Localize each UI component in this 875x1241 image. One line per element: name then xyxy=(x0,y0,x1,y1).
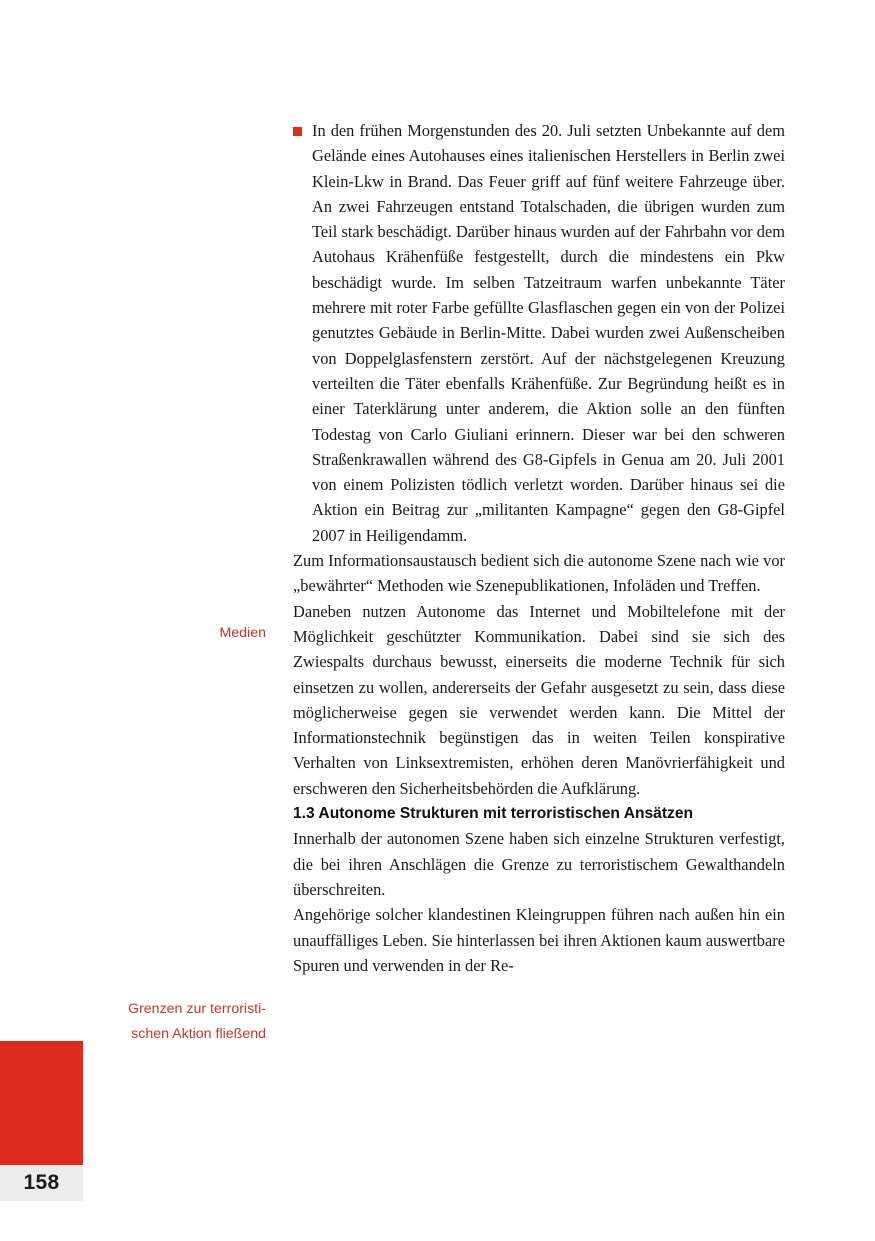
bullet-paragraph-text: In den frühen Morgenstunden des 20. Juli setzten Unbekannte auf dem Gelände eines Autohauses eines italienischen Herstellers in Berlin zwei Klein-Lkw in Brand. Das Feuer griff auf fünf weitere Fahrzeuge über. An zwei Fahrzeugen entstand Totalschaden, die übrigen wurden zum Teil stark beschädigt. Darüber hinaus wurden auf der Fahrbahn vor dem Autohaus Krähenfüße festgestellt, durch die mindestens ein Pkw beschädigt wurde. Im selben Tatzeitraum warfen unbekannte Täter mehrere mit roter Farbe gefüllte Glasflaschen gegen ein von der Polizei genutztes Gebäude in Berlin-Mitte. Dabei wurden zwei Außenscheiben von Doppelglasfenstern zerstört. Auf der nächstgelegenen Kreuzung verteilten die Täter ebenfalls Krähenfüße. Zur Begründung heißt es in einer Taterklärung unter anderem, die Aktion solle an den fünften Todestag von Carlo Giuliani erinnern. Dieser war bei den schweren Straßenkrawallen während des G8-Gipfels in Genua am 20. Juli 2001 von einem Polizisten tödlich verletzt worden. Darüber hinaus sei die Aktion ein Beitrag zur „militanten Kampagne“ gegen den G8-Gipfel 2007 in Heiligendamm. xyxy=(312,121,785,545)
margin-note-line: schen Aktion fließend xyxy=(131,1026,266,1043)
paragraph-section-intro: Innerhalb der autonomen Szene haben sich einzelne Strukturen verfestigt, die bei ihren Anschlägen die Grenze zu terroristischem Gewalthandeln überschreiten. xyxy=(293,829,785,899)
main-text-column xyxy=(293,118,785,978)
page-number-box xyxy=(0,1165,83,1201)
chapter-color-tab xyxy=(0,1041,83,1165)
margin-note-grenzen xyxy=(86,997,266,1048)
margin-note-line: Medien xyxy=(219,625,266,641)
paragraph-medien: Zum Informationsaustausch bedient sich die autonome Szene nach wie vor „bewährter“ Methoden wie Szenepublikationen, Infoläden und Treffen. xyxy=(293,551,785,596)
page-number: 158 xyxy=(23,1171,60,1194)
margin-note-line: Grenzen zur terroristi- xyxy=(128,1001,266,1017)
section-heading-1-3: 1.3 Autonome Strukturen mit terroristischen Ansätzen xyxy=(293,805,694,823)
bullet-list-item xyxy=(293,118,785,548)
paragraph-klandestin: Angehörige solcher klandestinen Kleingruppen führen nach außen hin ein unauffälliges Leben. Sie hinterlassen bei ihren Aktionen kaum auswertbare Spuren und verwenden in der Re- xyxy=(293,905,785,975)
paragraph-internet: Daneben nutzen Autonome das Internet und Mobiltelefone mit der Möglichkeit geschützter Kommunikation. Dabei sind sie sich des Zwiespalts durchaus bewusst, einerseits die moderne Technik für sich einsetzen zu wollen, andererseits der Gefahr ausgesetzt zu sein, dass diese möglicherweise gegen sie verwendet werden kann. Die Mittel der Informationstechnik begünstigen das in weiten Teilen konspirative Verhalten von Linksextremisten, erhöhen deren Manövrierfähigkeit und erschweren den Sicherheitsbehörden die Aufklärung. xyxy=(293,601,785,798)
margin-note-medien xyxy=(86,621,266,646)
square-bullet-icon xyxy=(293,127,302,136)
